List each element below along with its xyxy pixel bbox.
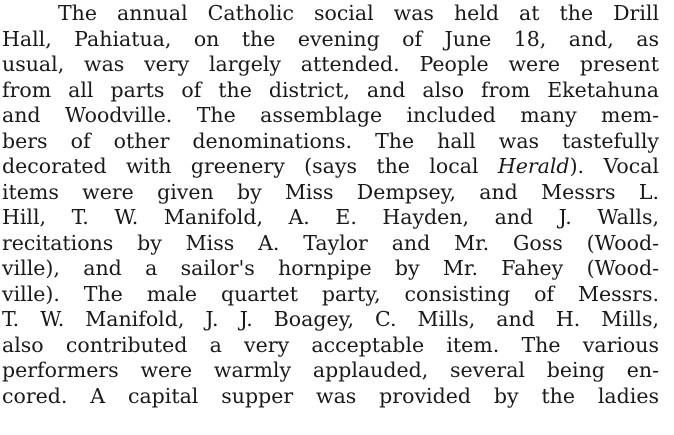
article-line-12: ville). The male quartet party, consisting of Messrs.	[2, 281, 659, 306]
article-line-5: and Woodville. The assemblage included many mem-	[2, 103, 659, 127]
herald-italic: Herald	[497, 154, 570, 178]
article-line-3: usual, was very largely attended. People were present	[2, 52, 659, 76]
article-line-8: items were given by Miss Dempsey, and Messrs L.	[2, 179, 659, 204]
article-line-6: bers of other denominations. The hall was tastefully	[2, 128, 659, 153]
article-line-15: performers were warmly applauded, several being en-	[2, 358, 659, 382]
article-line-10: recitations by Miss A. Taylor and Mr. Goss (Wood-	[2, 230, 659, 255]
article-line-4: from all parts of the district, and also from Eketahuna	[2, 77, 659, 102]
article-line-16: cored. A capital supper was provided by the ladies	[2, 383, 659, 408]
article-line-7-text: decorated with greenery (says the local	[2, 154, 479, 178]
article-line-14: also contributed a very acceptable item. The various	[2, 332, 659, 357]
article-line-9: Hill, T. W. Manifold, A. E. Hayden, and J. Walls,	[2, 205, 659, 229]
article-line-2: Hall, Pahiatua, on the evening of June 18, and, as	[2, 26, 659, 51]
article-line-11: ville), and a sailor's hornpipe by Mr. Fahey (Wood-	[2, 256, 659, 280]
article-line-7-tail: ). Vocal	[569, 154, 659, 178]
article-line-7	[2, 153, 659, 179]
article-line-13: T. W. Manifold, J. J. Boagey, C. Mills, and H. Mills,	[2, 307, 659, 331]
article-line-1: The annual Catholic social was held at the Drill	[58, 1, 659, 25]
